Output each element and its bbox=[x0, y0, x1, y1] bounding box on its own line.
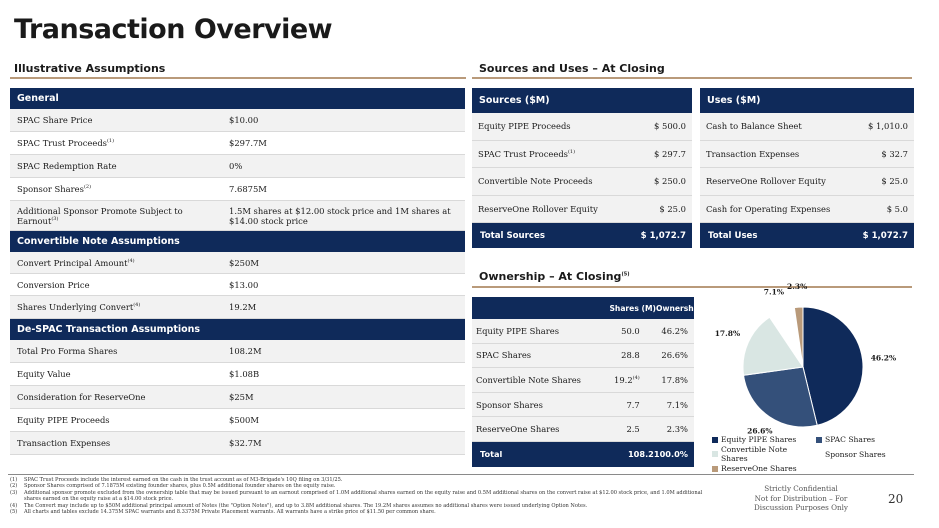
pie-data-label: 7.1% bbox=[763, 287, 784, 297]
despac-header: De-SPAC Transaction Assumptions bbox=[10, 319, 465, 340]
assumption-value: $297.7M bbox=[229, 138, 267, 148]
assumption-value: 19.2M bbox=[229, 302, 257, 312]
ownership-row bbox=[472, 319, 694, 344]
assumption-label-text: Conversion Price bbox=[17, 279, 90, 290]
footnote-number: (2) bbox=[10, 483, 18, 490]
ownership-total-row bbox=[472, 442, 694, 467]
su-row bbox=[472, 196, 692, 224]
legend-item bbox=[816, 435, 906, 444]
assumption-row bbox=[10, 386, 465, 409]
footnote-ref: (3) bbox=[51, 215, 59, 222]
ownership-shares bbox=[587, 424, 640, 434]
assumption-label-text: Equity Value bbox=[17, 369, 71, 379]
ownership-heading-sup: (5) bbox=[621, 271, 630, 278]
su-label-text: SPAC Trust Proceeds bbox=[478, 148, 568, 159]
assumption-label bbox=[10, 258, 224, 268]
assumptions-heading: Illustrative Assumptions bbox=[14, 62, 166, 75]
su-label-text: ReserveOne Rollover Equity bbox=[706, 176, 826, 187]
su-label bbox=[706, 176, 826, 186]
sources-total-label: Total Sources bbox=[480, 230, 545, 241]
footnote-text: Additional sponsor promote excluded from the ownership table that may be issued pursuant to an earnout comprised of 1.0M additional shares earned on the equity raise and 0.5M additional shares on the convert raise at $12.00 stock price, and 1.0M additional shares earned on the equity raise at a $14.00 stock price. bbox=[24, 489, 703, 503]
sources-rows bbox=[472, 113, 692, 223]
pie-data-label: 2.3% bbox=[787, 282, 808, 292]
assumption-label bbox=[10, 346, 224, 356]
ownership-shares-value: 19.2 bbox=[614, 374, 633, 385]
ownership-shares bbox=[587, 350, 640, 360]
su-label-text: Transaction Expenses bbox=[706, 148, 800, 159]
assumption-label-text: Additional Sponsor Promote Subject to Earnout bbox=[17, 205, 183, 226]
ownership-label: Equity PIPE Shares bbox=[476, 325, 560, 336]
legend-item bbox=[712, 445, 816, 463]
confidential-line-3: Discussion Purposes Only bbox=[754, 503, 848, 512]
ownership-shares-value: 28.8 bbox=[621, 350, 640, 361]
ownership-label: Convertible Note Shares bbox=[476, 374, 581, 385]
assumption-row bbox=[10, 252, 465, 274]
assumption-value: $13.00 bbox=[229, 279, 259, 290]
ownership-table bbox=[472, 297, 702, 467]
su-value: $ 500.0 bbox=[654, 121, 686, 132]
ownership-heading bbox=[479, 270, 630, 283]
footnote-number: (1) bbox=[10, 477, 18, 483]
ownership-shares-value: 7.7 bbox=[626, 399, 640, 410]
legend-swatch bbox=[712, 437, 718, 443]
su-value: $ 297.7 bbox=[654, 148, 686, 159]
ownership-col-shares: Shares (M) bbox=[609, 303, 656, 313]
su-row bbox=[472, 113, 692, 141]
assumption-label-text: SPAC Share Price bbox=[17, 115, 93, 125]
su-label-text: Cash to Balance Sheet bbox=[706, 121, 802, 132]
confidential-notice bbox=[740, 484, 862, 513]
ownership-shares bbox=[587, 326, 640, 336]
ownership-rows bbox=[472, 319, 694, 442]
legend-label: Equity PIPE Shares bbox=[721, 435, 797, 444]
assumption-row bbox=[10, 155, 465, 178]
assumption-label bbox=[10, 369, 224, 379]
general-rows bbox=[10, 109, 465, 231]
su-row bbox=[700, 168, 914, 196]
assumption-label bbox=[10, 206, 224, 226]
assumption-value: $500M bbox=[229, 415, 259, 425]
ownership-row bbox=[472, 417, 694, 442]
convertible-rows bbox=[10, 252, 465, 319]
ownership-total-label: Total bbox=[480, 449, 503, 460]
ownership-shares-value: 2.5 bbox=[626, 424, 640, 435]
su-row bbox=[700, 113, 914, 141]
assumption-label bbox=[10, 438, 224, 448]
despac-rows bbox=[10, 340, 465, 455]
uses-total-value: $ 1,072.7 bbox=[862, 230, 908, 241]
pie-data-label: 26.6% bbox=[747, 426, 773, 436]
su-label bbox=[478, 176, 593, 186]
ownership-total-shares: 108.2 bbox=[627, 449, 654, 460]
su-label bbox=[706, 149, 799, 159]
assumption-label-text: Equity PIPE Proceeds bbox=[17, 415, 110, 425]
ownership-rule bbox=[472, 286, 912, 288]
su-label bbox=[478, 204, 598, 214]
assumption-value: $250M bbox=[229, 257, 259, 268]
su-row bbox=[700, 141, 914, 169]
legend-item bbox=[712, 464, 816, 473]
sources-uses-heading: Sources and Uses – At Closing bbox=[479, 62, 665, 75]
su-label-text: Convertible Note Proceeds bbox=[478, 176, 593, 187]
legend-item bbox=[816, 445, 906, 463]
footer-rule bbox=[8, 474, 914, 475]
footnote-ref: (1) bbox=[106, 138, 115, 145]
uses-total-label: Total Uses bbox=[708, 230, 758, 241]
assumption-label bbox=[10, 161, 224, 171]
ownership-percent: 46.2% bbox=[661, 325, 688, 336]
footnote-text: All charts and tables exclude 14.375M SPAC warrants and 8.3375M Private Placement warrants. All warrants have a strike price of $11.50 per common share. bbox=[24, 509, 436, 516]
legend-label: ReserveOne Shares bbox=[721, 464, 797, 473]
footnote-ref: (2) bbox=[83, 184, 92, 191]
assumption-row bbox=[10, 363, 465, 386]
general-header: General bbox=[10, 88, 465, 109]
su-value: $ 25.0 bbox=[881, 176, 908, 187]
ownership-row bbox=[472, 393, 694, 418]
legend-label: Convertible Note Shares bbox=[720, 445, 788, 463]
su-row bbox=[472, 168, 692, 196]
ownership-shares-value: 50.0 bbox=[621, 325, 640, 336]
footnote-number: (5) bbox=[10, 509, 18, 516]
assumption-value: $1.08B bbox=[229, 369, 260, 379]
assumption-value: 7.6875M bbox=[229, 184, 267, 194]
assumption-label bbox=[10, 415, 224, 425]
su-label bbox=[706, 204, 830, 214]
uses-header: Uses ($M) bbox=[700, 88, 914, 113]
sources-total-row bbox=[472, 223, 692, 248]
uses-table bbox=[700, 88, 914, 248]
su-row bbox=[472, 141, 692, 169]
legend-label: Sponsor Shares bbox=[825, 449, 886, 459]
ownership-header-row bbox=[472, 297, 702, 319]
confidential-line-1: Strictly Confidential bbox=[764, 484, 838, 493]
assumption-value: 1.5M shares at $12.00 stock price and 1M shares at $14.00 stock price bbox=[229, 205, 451, 226]
ownership-total-ownership: 100.0% bbox=[653, 449, 688, 460]
sources-uses-rule bbox=[472, 77, 912, 79]
ownership-percent: 26.6% bbox=[661, 350, 688, 361]
assumption-row bbox=[10, 132, 465, 155]
assumption-label-text: SPAC Trust Proceeds bbox=[17, 138, 107, 148]
ownership-shares bbox=[587, 400, 640, 410]
su-value: $ 250.0 bbox=[654, 176, 686, 187]
assumption-row bbox=[10, 296, 465, 319]
footnote-number: (4) bbox=[10, 502, 18, 509]
sources-total-value: $ 1,072.7 bbox=[640, 230, 686, 241]
ownership-col-ownership: Ownership bbox=[656, 303, 702, 313]
legend-swatch bbox=[816, 451, 822, 457]
assumption-row bbox=[10, 274, 465, 296]
su-value: $ 5.0 bbox=[886, 203, 908, 214]
assumption-label bbox=[10, 184, 224, 194]
assumption-label bbox=[10, 115, 224, 125]
assumption-label-text: Convert Principal Amount bbox=[17, 257, 128, 268]
legend-swatch bbox=[712, 451, 718, 457]
pie-data-label: 46.2% bbox=[870, 353, 897, 363]
su-value: $ 32.7 bbox=[881, 148, 908, 159]
confidential-line-2: Not for Distribution – For bbox=[754, 493, 848, 503]
sources-header: Sources ($M) bbox=[472, 88, 692, 113]
ownership-label: SPAC Shares bbox=[476, 350, 532, 361]
legend-swatch bbox=[712, 466, 718, 472]
footnote-ref: (1) bbox=[567, 148, 576, 155]
assumption-row bbox=[10, 340, 465, 363]
su-label-text: Equity PIPE Proceeds bbox=[478, 121, 571, 132]
ownership-label: Sponsor Shares bbox=[476, 399, 543, 410]
ownership-heading-text: Ownership – At Closing bbox=[479, 270, 622, 283]
sources-table bbox=[472, 88, 692, 248]
assumption-label bbox=[10, 302, 224, 312]
assumption-label-text: Sponsor Shares bbox=[17, 184, 84, 194]
assumption-row bbox=[10, 201, 465, 231]
su-row bbox=[700, 196, 914, 224]
su-label bbox=[478, 149, 575, 159]
assumption-row bbox=[10, 432, 465, 455]
footnote-ref: (4) bbox=[127, 257, 135, 264]
assumption-label bbox=[10, 138, 224, 148]
assumption-row bbox=[10, 178, 465, 201]
uses-rows bbox=[700, 113, 914, 223]
assumption-value: $32.7M bbox=[229, 438, 262, 448]
assumptions-rule bbox=[10, 77, 466, 79]
assumption-label-text: Shares Underlying Convert bbox=[17, 302, 134, 312]
su-label bbox=[706, 121, 802, 131]
footnote-ref: (4) bbox=[632, 375, 640, 382]
assumptions-table bbox=[10, 88, 465, 455]
assumption-label bbox=[10, 392, 224, 402]
pie-data-label: 17.8% bbox=[714, 329, 741, 339]
footnote-number: (3) bbox=[10, 489, 18, 496]
legend-item bbox=[712, 435, 816, 444]
assumption-label-text: SPAC Redemption Rate bbox=[17, 161, 117, 171]
su-label-text: Cash for Operating Expenses bbox=[706, 203, 831, 214]
assumption-label-text: Transaction Expenses bbox=[17, 438, 111, 448]
ownership-shares bbox=[587, 375, 640, 385]
assumption-label-text: Consideration for ReserveOne bbox=[17, 392, 146, 402]
ownership-percent: 17.8% bbox=[661, 374, 688, 385]
ownership-label: ReserveOne Shares bbox=[476, 424, 560, 435]
assumption-value: 0% bbox=[229, 161, 243, 171]
assumption-value: $25M bbox=[229, 392, 254, 402]
convertible-header: Convertible Note Assumptions bbox=[10, 231, 465, 252]
ownership-percent: 2.3% bbox=[666, 424, 688, 435]
ownership-percent: 7.1% bbox=[666, 399, 688, 410]
footnote-text: Sponsor Shares comprised of 7.1875M existing founder shares, plus 0.5M additional founder shares on the equity raise. bbox=[24, 483, 336, 490]
su-label-text: ReserveOne Rollover Equity bbox=[478, 203, 598, 214]
uses-total-row bbox=[700, 223, 914, 248]
pie-legend bbox=[712, 435, 912, 473]
assumption-value: 108.2M bbox=[229, 346, 262, 356]
su-value: $ 25.0 bbox=[659, 203, 686, 214]
legend-label: SPAC Shares bbox=[825, 435, 875, 444]
legend-swatch bbox=[816, 437, 822, 443]
assumption-row bbox=[10, 409, 465, 432]
footnote-text: The Convert may include up to $50M additional principal amount of Notes (the "Option Notes"), and up to 3.8M additional shares. The 19.2M shares assumes no additional shares were issued underlying Option Notes. bbox=[24, 502, 588, 509]
assumption-label-text: Total Pro Forma Shares bbox=[17, 346, 118, 356]
footnote bbox=[10, 490, 720, 503]
ownership-row bbox=[472, 344, 694, 369]
assumption-value: $10.00 bbox=[229, 115, 259, 125]
footnote-ref: (4) bbox=[133, 302, 141, 309]
page-title: Transaction Overview bbox=[14, 14, 333, 45]
su-value: $ 1,010.0 bbox=[868, 121, 908, 132]
su-label bbox=[478, 121, 571, 131]
footnote bbox=[10, 509, 720, 515]
ownership-row bbox=[472, 368, 694, 393]
assumption-row bbox=[10, 109, 465, 132]
assumption-label bbox=[10, 280, 224, 290]
footnote-text: SPAC Trust Proceeds include the interest earned on the cash in the trust account as of M3-Brigade's 10Q filing on 3/31/25. bbox=[24, 477, 343, 483]
page-number: 20 bbox=[888, 492, 904, 506]
footnotes bbox=[10, 477, 720, 515]
